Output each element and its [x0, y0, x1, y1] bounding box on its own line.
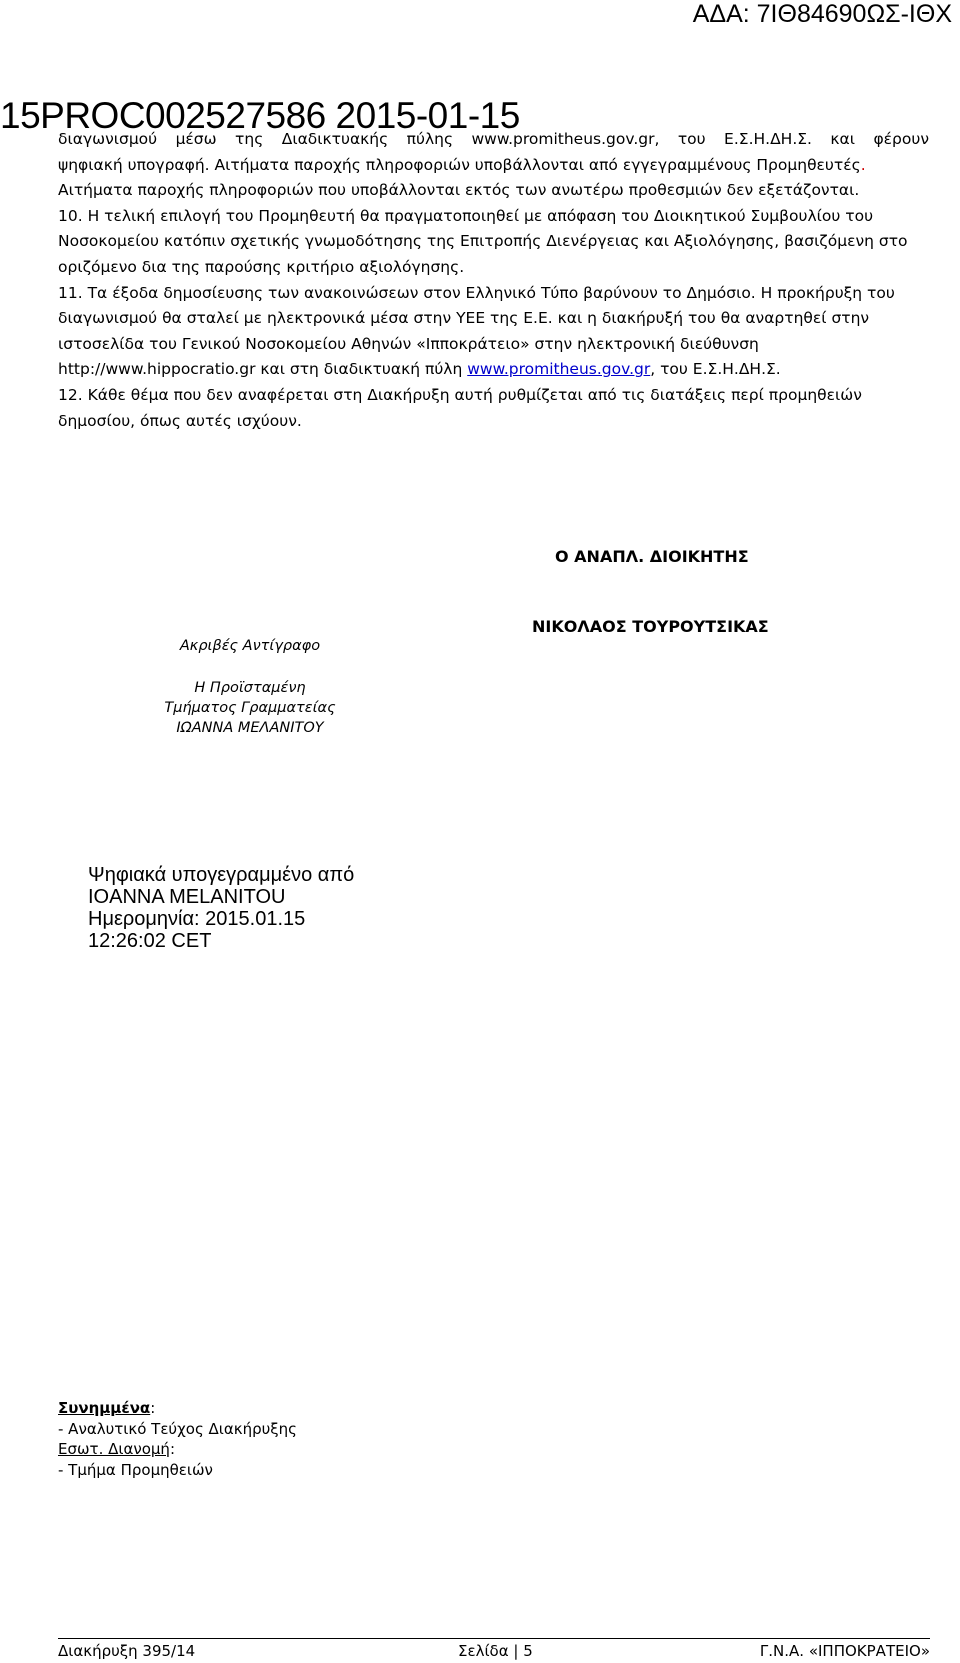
digital-signature-block	[88, 864, 354, 952]
digital-signature-line-4: 12:26:02 CET	[88, 930, 212, 952]
protocol-stamp: 15PROC002527586 2015-01-15	[0, 95, 520, 136]
attachments-label-colon: :	[150, 1399, 156, 1417]
certified-copy-signer	[130, 678, 370, 738]
distribution-item: - Τμήμα Προμηθειών	[58, 1460, 213, 1479]
ada-code: ΑΔΑ: 7ΙΘ84690ΩΣ-ΙΘΧ	[692, 0, 952, 28]
paragraph-11	[58, 281, 929, 383]
paragraph-11-end: , του Ε.Σ.Η.ΔΗ.Σ.	[650, 360, 781, 379]
digital-signature-line-2: IOANNA MELANITOU	[88, 886, 286, 908]
footer-divider	[58, 1638, 930, 1639]
attachments-label: Συνημμένα	[58, 1399, 151, 1417]
paragraph-10: 10. Η τελική επιλογή του Προμηθευτή θα πραγματοποιηθεί με απόφαση του Διοικητικού Συμβουλίου του Νοσοκομείου κατόπιν σχετικής γνωμοδότησης της Επιτροπής Διενέργειας και Αξιολόγησης, βασιζόμενη στο οριζόμενο δια της παρούσης κριτήριο αξιολόγησης.	[58, 206, 908, 276]
attachments-heading	[58, 1398, 297, 1419]
attachments-section	[58, 1398, 297, 1480]
digital-signature-line-1: Ψηφιακά υπογεγραμμένο από	[88, 864, 355, 886]
internal-distribution-label: Εσωτ. Διανομή	[58, 1440, 170, 1458]
digital-signature-line-3: Ημερομηνία: 2015.01.15	[88, 908, 306, 930]
paragraph-11-text: 11. Τα έξοδα δημοσίευσης των ανακοινώσεων στον Ελληνικό Τύπο βαρύνουν το Δημόσιο. Η προκήρυξη του διαγωνισμού θα σταλεί με ηλεκτρονικά μέσα στην ΥΕΕ της Ε.Ε. και η διακήρυξή του θα αναρτηθεί στην ιστοσελίδα του Γενικού Νοσοκομείου Αθηνών «Ιπποκράτειο» στην ηλεκτρονική διεύθυνση http://www.hippocratio.gr και στη διαδικτυακή πύλη	[58, 283, 895, 379]
signer-role-2: Τμήματος Γραμματείας	[164, 700, 336, 716]
continuation-line-3: Αιτήματα παροχής πληροφοριών που υποβάλλονται εκτός των ανωτέρω προθεσμιών δεν εξετάζονται.	[58, 181, 860, 200]
promitheus-link[interactable]: www.promitheus.gov.gr	[467, 360, 651, 379]
document-body	[58, 127, 929, 434]
continuation-line-2	[58, 153, 929, 179]
continuation-line-1: διαγωνισμού μέσω της Διαδικτυακής πύλης www.promitheus.gov.gr, του Ε.Σ.Η.ΔΗ.Σ. και φέρουν	[58, 130, 929, 148]
page-footer	[58, 1641, 930, 1663]
red-dot: .	[860, 155, 866, 174]
paragraph-12: 12. Κάθε θέμα που δεν αναφέρεται στη Διακήρυξη αυτή ρυθμίζεται από τις διατάξεις περί προμηθειών δημοσίου, όπως αυτές ισχύουν.	[58, 385, 862, 430]
continuation-line-2-text: ψηφιακή υπογραφή. Αιτήματα παροχής πληροφοριών υποβάλλονται από εγγεγραμμένους Προμηθευτές	[58, 155, 861, 174]
certified-copy-label: Ακριβές Αντίγραφο	[179, 638, 321, 654]
attachment-item: - Αναλυτικό Τεύχος Διακήρυξης	[58, 1419, 297, 1438]
signer-name: ΙΩΑΝΝΑ ΜΕΛΑΝΙΤΟΥ	[176, 720, 324, 736]
signatory-title: Ο ΑΝΑΠΛ. ΔΙΟΙΚΗΤΗΣ	[555, 547, 749, 566]
footer-document-ref: Διακήρυξη 395/14	[58, 1642, 196, 1660]
internal-distribution-colon: :	[169, 1440, 176, 1458]
signatory-name: ΝΙΚΟΛΑΟΣ ΤΟΥΡΟΥΤΣΙΚΑΣ	[532, 617, 769, 636]
footer-page-number: Σελίδα | 5	[458, 1642, 533, 1660]
internal-distribution-heading	[58, 1439, 297, 1460]
footer-organization: Γ.Ν.Α. «ΙΠΠΟΚΡΑΤΕΙΟ»	[759, 1642, 930, 1660]
signer-role-1: Η Προϊσταμένη	[194, 680, 306, 696]
